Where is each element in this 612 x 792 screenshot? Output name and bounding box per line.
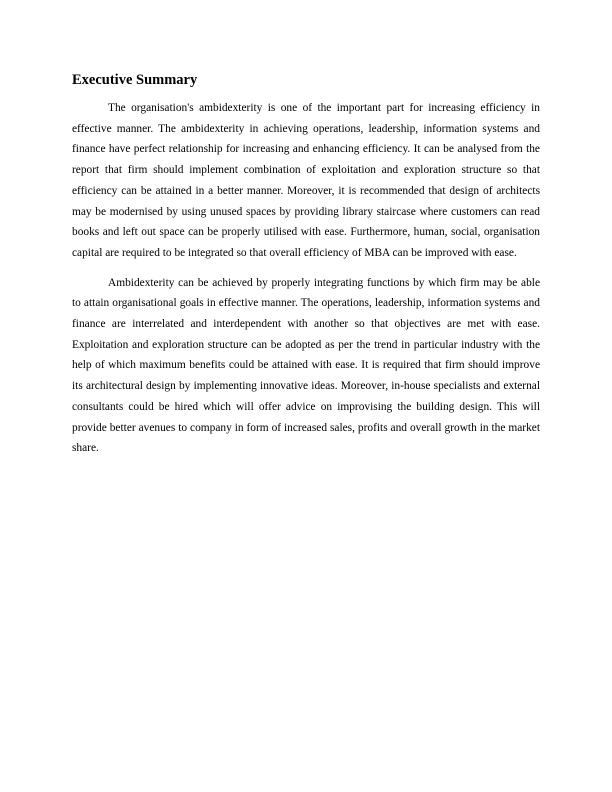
section-heading: Executive Summary	[72, 72, 198, 88]
paragraph-1: The organisation's ambidexterity is one of the important part for increasing efficiency in effective manner. The ambidexterity in achieving operations, leadership, information systems and finance have perfect relationship for increasing and enhancing efficiency. It can be analysed from the report that firm should implement combination of exploitation and exploration structure so that efficiency can be attained in a better manner. Moreover, it is recommended that design of architects may be modernised by using unused spaces by providing library staircase where customers can read books and left out space can be properly utilised with ease. Furthermore, human, social, organisation capital are required to be integrated so that overall efficiency of MBA can be improved with ease.	[72, 102, 540, 259]
paragraph-2: Ambidexterity can be achieved by properly integrating functions by which firm may be able to attain organisational goals in effective manner. The operations, leadership, information systems and finance are interrelated and interdependent with another so that objectives are met with ease. Exploitation and exploration structure can be adopted as per the trend in particular industry with the help of which maximum benefits could be attained with ease. It is required that firm should improve its architectural design by implementing innovative ideas. Moreover, in-house specialists and external consultants could be hired which will offer advice on improvising the building design. This will provide better avenues to company in form of increased sales, profits and overall growth in the market share.	[72, 276, 540, 455]
document-body	[72, 71, 540, 468]
